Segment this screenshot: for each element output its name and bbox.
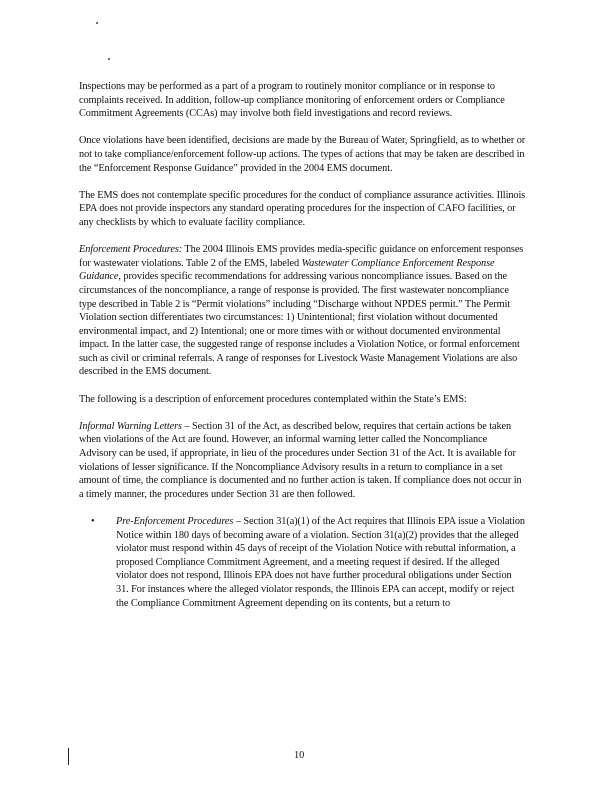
- enforcement-procedures-text-a: The 2004 Illinois EMS provides media-specific guidance on enforcement responses for wastewater violations. Table 2 of the EMS, labeled: [79, 244, 524, 269]
- paragraph-informal-warning: [79, 420, 526, 502]
- pre-enforcement-heading: Pre-Enforcement Procedures: [116, 516, 234, 527]
- informal-warning-heading: Informal Warning Letters: [79, 420, 182, 432]
- enforcement-guidance-title: Wastewater Compliance Enforcement Response Guidance: [79, 257, 495, 283]
- page-number: 10: [294, 750, 305, 761]
- enforcement-procedures-text-b: , provides specific recommendations for addressing various noncompliance issues. Based on the circumstances of the noncompliance, a range of response is provided. The first wastewater noncompliance type described in Table 2 is “Permit violations” including “Discharge without NPDES permit.” The Permit Violation section differentiates two circumstances: 1) Unintentional; first violation without documented environmental impact, and 2) Intentional; one or more times with or without documented environmental impact. In the latter case, the suggested range of response includes a Violation Notice, or formal enforcement such as civil or criminal referrals. A range of responses for Livestock Waste Management Violations are also described in the EMS document.: [79, 271, 520, 378]
- paragraph-violations: Once violations have been identified, decisions are made by the Bureau of Water, Springfield, as to whether or not to take compliance/enforcement follow-up actions. The types of actions that may be taken are described in the “Enforcement Response Guidance” provided in the 2004 EMS document.: [79, 135, 526, 174]
- bullet-icon: •: [91, 516, 95, 527]
- informal-warning-text: – Section 31 of the Act, as described below, requires that certain actions be taken when violations of the Act are found. However, an informal warning letter called the Noncompliance Advisory can be used, if appropriate, in lieu of the procedures under Section 31 of the Act. It is available for violations of lesser significance. If the Noncompliance Advisory results in a return to compliance in a set amount of time, the compliance is documented and no further action is taken. If compliance does not occur in a timely manner, the procedures under Section 31 are then followed.: [79, 420, 522, 500]
- scan-speck: [108, 58, 110, 60]
- scan-speck: [96, 22, 98, 24]
- enforcement-procedures-heading: Enforcement Procedures:: [79, 244, 183, 256]
- document-body: [79, 80, 526, 610]
- pre-enforcement-text: – Section 31(a)(1) of the Act requires that Illinois EPA issue a Violation Notice within 180 days of becoming aware of a violation. Section 31(a)(2) provides that the alleged violator must respond within 45 days of receipt of the Violation Notice with rebuttal information, a proposed Compliance Commitment Agreement, and a meeting request if desired. If the alleged violator does not respond, Illinois EPA does not have further procedural obligations under Section 31. For instances where the alleged violator responds, the Illinois EPA can accept, modify or reject the Compliance Commitment Agreement depending on its contents, but a return to: [116, 516, 526, 609]
- list-item-pre-enforcement: [91, 515, 526, 610]
- paragraph-ems-procedures: The EMS does not contemplate specific procedures for the conduct of compliance assurance activities. Illinois EPA does not provide inspectors any standard operating procedures for the inspection of CAFO facilities, or any checklists by which to evaluate facility compliance.: [79, 189, 526, 228]
- procedure-bullet-list: [79, 515, 526, 610]
- margin-change-bar: [68, 748, 69, 765]
- paragraph-inspections: Inspections may be performed as a part of a program to routinely monitor compliance or in response to complaints received. In addition, follow-up compliance monitoring of enforcement orders or Compliance Commitment Agreements (CCAs) may involve both field investigations and record reviews.: [79, 81, 505, 120]
- paragraph-enforcement-procedures: [79, 243, 526, 379]
- paragraph-following: The following is a description of enforcement procedures contemplated within the State’s EMS:: [79, 393, 467, 405]
